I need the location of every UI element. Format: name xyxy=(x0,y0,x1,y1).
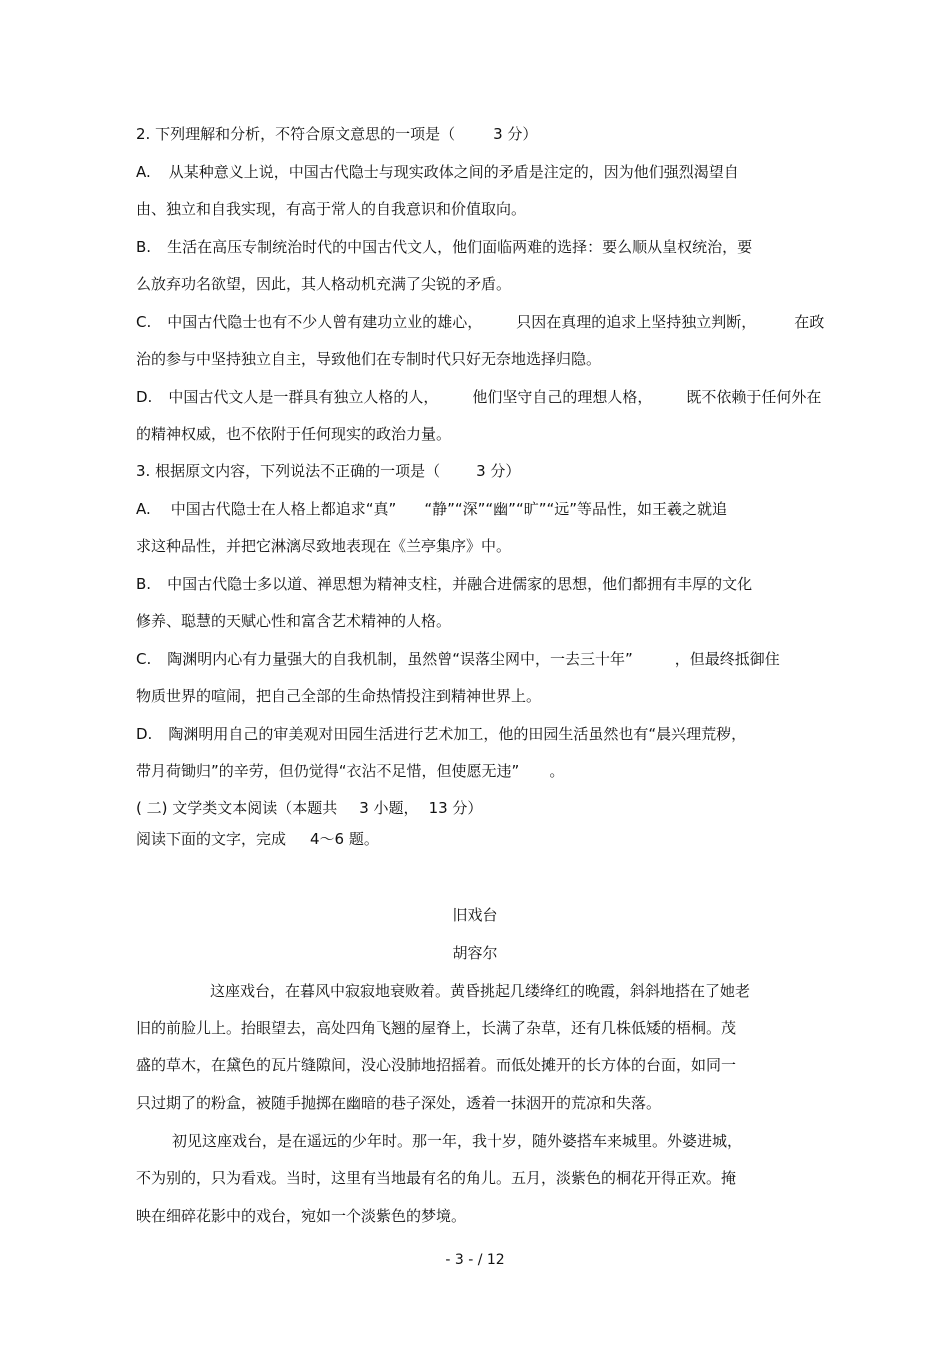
question-3-option-b: B. 中国古代隐士多以道、禅思想为精神支柱，并融合进儒家的思想，他们都拥有丰厚的文化 xyxy=(136,575,753,593)
question-2-option-b: B. 生活在高压专制统治时代的中国古代文人，他们面临两难的选择：要么顺从皇权统治，要 xyxy=(136,238,753,256)
section-heading: ( 二) 文学类文本阅读（本题共 3 小题， 13 分） xyxy=(136,799,483,817)
question-2-option-d: D. 中国古代文人是一群具有独立人格的人， 他们坚守自己的理想人格， 既不依赖于任何外在 xyxy=(136,388,822,406)
question-2-option-c-cont: 治的参与中坚持独立自主，导致他们在专制时代只好无奈地选择归隐。 xyxy=(136,350,602,368)
paragraph-2-line-2: 不为别的，只为看戏。当时，这里有当地最有名的角儿。五月，淡紫色的桐花开得正欢。掩 xyxy=(136,1169,737,1187)
article-title: 旧戏台 xyxy=(452,906,498,924)
paragraph-1-line-1: 这座戏台，在暮风中寂寂地衰败着。黄昏挑起几缕绛红的晚霞，斜斜地搭在了她老 xyxy=(210,982,751,1000)
article-author: 胡容尔 xyxy=(452,944,498,962)
reading-instruction: 阅读下面的文字，完成 4～6 题。 xyxy=(136,830,379,848)
paragraph-2-line-3: 映在细碎花影中的戏台，宛如一个淡紫色的梦境。 xyxy=(136,1207,467,1225)
question-3-option-d-cont: 带月荷锄归”的辛劳，但仍觉得“衣沾不足惜，但使愿无违” 。 xyxy=(136,762,565,780)
question-3-option-d: D. 陶渊明用自己的审美观对田园生活进行艺术加工，他的田园生活虽然也有“晨兴理荒秽， xyxy=(136,725,747,743)
paragraph-2-line-1: 初见这座戏台，是在遥远的少年时。那一年，我十岁，随外婆搭车来城里。外婆进城， xyxy=(172,1132,743,1150)
question-3-option-c-cont: 物质世界的喧闹，把自己全部的生命热情投注到精神世界上。 xyxy=(136,687,542,705)
question-2-option-d-cont: 的精神权威，也不依附于任何现实的政治力量。 xyxy=(136,425,452,443)
question-2-option-a-cont: 由、独立和自我实现，有高于常人的自我意识和价值取向。 xyxy=(136,200,527,218)
question-2-option-b-cont: 么放弃功名欲望，因此，其人格动机充满了尖锐的矛盾。 xyxy=(136,275,512,293)
page-number: - 3 - / 12 xyxy=(445,1252,505,1268)
question-3-option-c: C. 陶渊明内心有力量强大的自我机制，虽然曾“误落尘网中，一去三十年” ，但最终抵御住 xyxy=(136,650,780,668)
paragraph-1-line-2: 旧的前脸儿上。抬眼望去，高处四角飞翘的屋脊上，长满了杂草，还有几株低矮的梧桐。茂 xyxy=(136,1019,737,1037)
question-2-option-a: A. 从某种意义上说，中国古代隐士与现实政体之间的矛盾是注定的，因为他们强烈渴望自 xyxy=(136,163,739,181)
question-3-option-b-cont: 修养、聪慧的天赋心性和富含艺术精神的人格。 xyxy=(136,612,452,630)
question-3-option-a-cont: 求这种品性，并把它淋漓尽致地表现在《兰亭集序》中。 xyxy=(136,537,512,555)
paragraph-1-line-3: 盛的草木，在黛色的瓦片缝隙间，没心没肺地招摇着。而低处摊开的长方体的台面，如同一 xyxy=(136,1056,737,1074)
paragraph-1-line-4: 只过期了的粉盒，被随手抛掷在幽暗的巷子深处，透着一抹洇开的荒凉和失落。 xyxy=(136,1094,662,1112)
question-2-option-c: C. 中国古代隐士也有不少人曾有建功立业的雄心， 只因在真理的追求上坚持独立判断， 在政 xyxy=(136,313,825,331)
question-2-stem: 2. 下列理解和分析，不符合原文意思的一项是（ 3 分） xyxy=(136,125,538,143)
question-3-stem: 3. 根据原文内容，下列说法不正确的一项是（ 3 分） xyxy=(136,462,521,480)
question-3-option-a: A. 中国古代隐士在人格上都追求“真” “静”“深”“幽”“旷”“远”等品性，如王羲之就追 xyxy=(136,500,728,518)
